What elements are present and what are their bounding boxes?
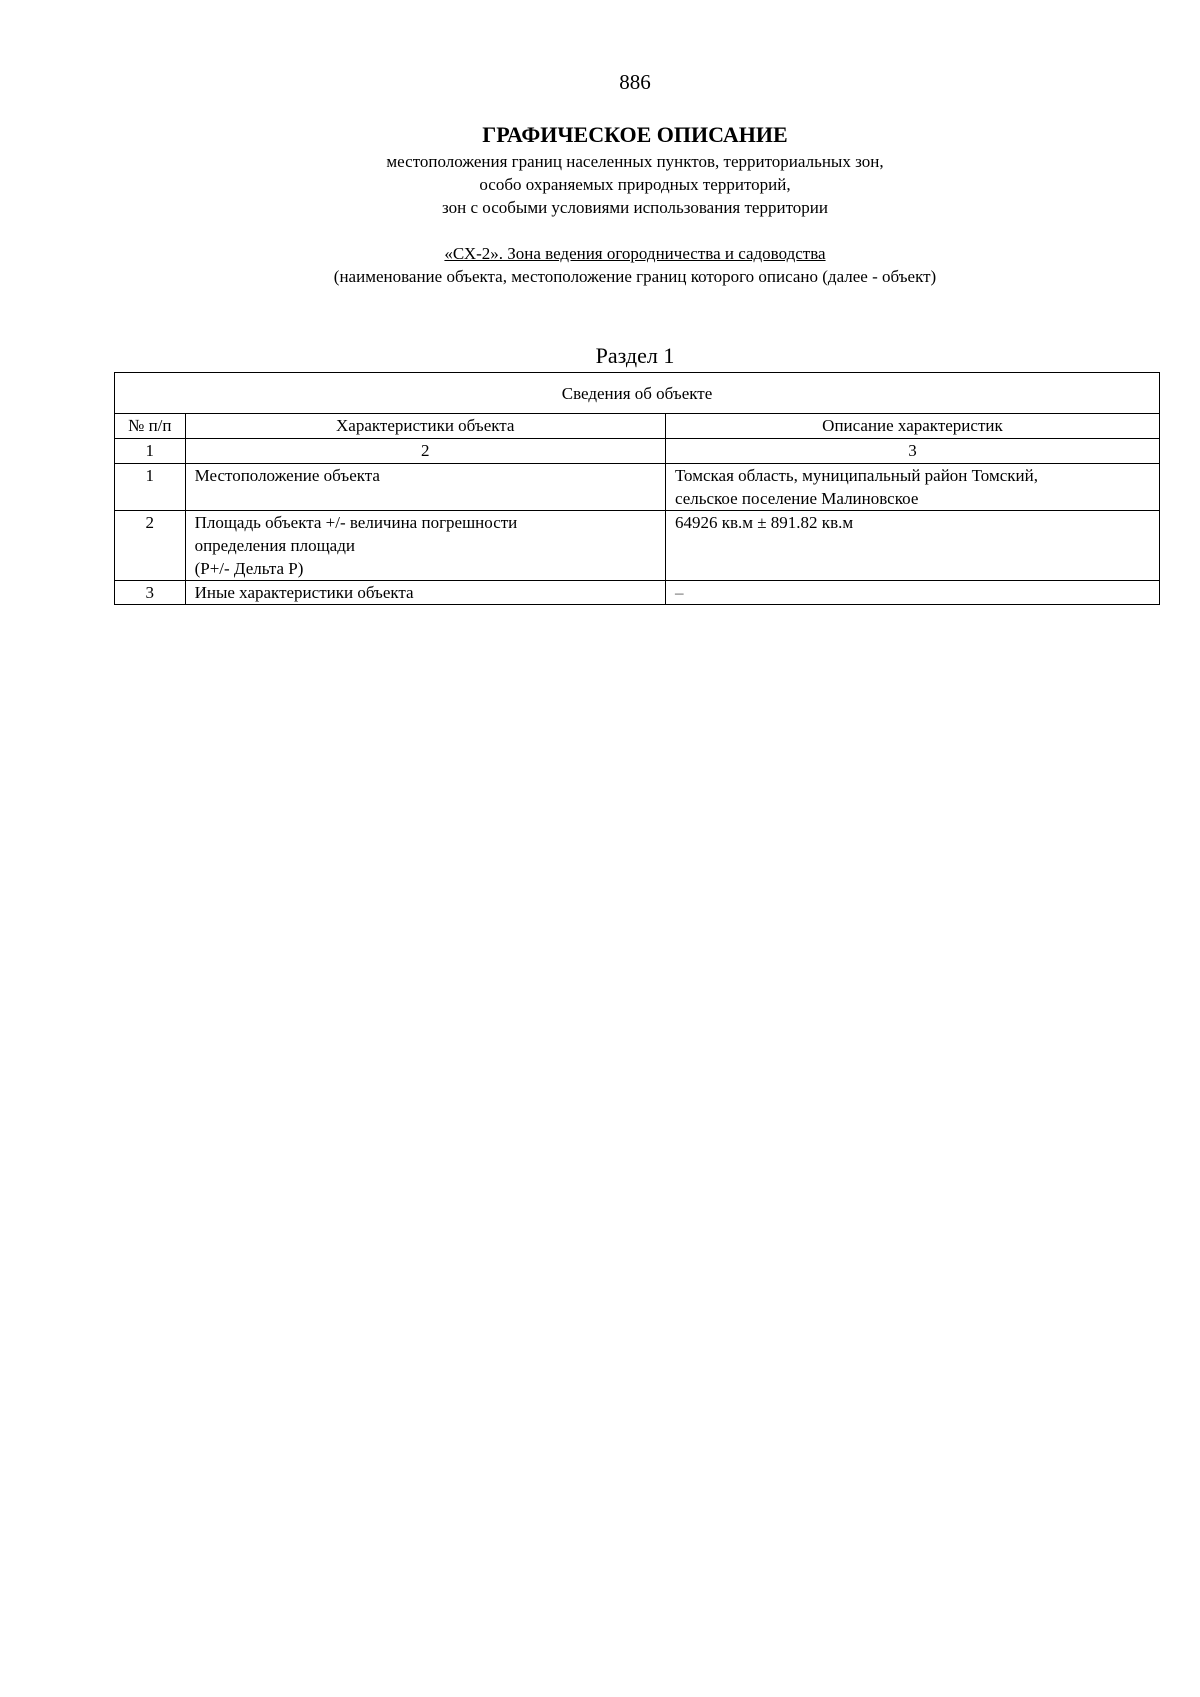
object-info-table — [114, 372, 1160, 605]
document-title: ГРАФИЧЕСКОЕ ОПИСАНИЕ — [482, 122, 788, 147]
subtitle-line: местоположения границ населенных пунктов, территориальных зон, — [386, 152, 884, 171]
object-name: «СХ-2». Зона ведения огородничества и садоводства — [444, 244, 826, 263]
row-number: 3 — [115, 581, 186, 605]
characteristic-line: Местоположение объекта — [194, 466, 380, 485]
characteristic-cell — [185, 464, 665, 511]
characteristic-line: Иные характеристики объекта — [194, 583, 414, 602]
description-line: Томская область, муниципальный район Томский, — [674, 466, 1038, 485]
table-row — [115, 581, 1160, 605]
row-number: 1 — [115, 464, 186, 511]
page-number: 886 — [619, 70, 651, 94]
table-row — [115, 464, 1160, 511]
characteristic-cell — [185, 581, 665, 605]
description-cell — [665, 581, 1159, 605]
subtitle-line: зон с особыми условиями использования территории — [442, 198, 828, 217]
column-header: Описание характеристик — [665, 414, 1159, 439]
column-header: № п/п — [115, 414, 186, 439]
description-line: – — [674, 583, 684, 602]
object-name-note: (наименование объекта, местоположение границ которого описано (далее - объект) — [333, 267, 937, 286]
table-row — [115, 511, 1160, 581]
object-name-block — [0, 242, 1200, 288]
characteristic-cell — [185, 511, 665, 581]
table-header-row — [115, 414, 1160, 439]
description-cell — [665, 464, 1159, 511]
characteristic-line: (Р+/- Дельта Р) — [194, 559, 304, 578]
characteristic-line: определения площади — [194, 536, 355, 555]
subtitle-line: особо охраняемых природных территорий, — [479, 175, 791, 194]
column-number: 2 — [185, 439, 665, 464]
column-header: Характеристики объекта — [185, 414, 665, 439]
table-caption: Сведения об объекте — [115, 373, 1160, 414]
description-line: сельское поселение Малиновское — [674, 489, 919, 508]
document-subtitle — [0, 150, 1200, 219]
column-number: 1 — [115, 439, 186, 464]
description-cell — [665, 511, 1159, 581]
description-line: 64926 кв.м ± 891.82 кв.м — [674, 513, 854, 532]
column-number-row — [115, 439, 1160, 464]
column-number: 3 — [665, 439, 1159, 464]
characteristic-line: Площадь объекта +/- величина погрешности — [194, 513, 518, 532]
row-number: 2 — [115, 511, 186, 581]
section-title: Раздел 1 — [595, 343, 675, 368]
